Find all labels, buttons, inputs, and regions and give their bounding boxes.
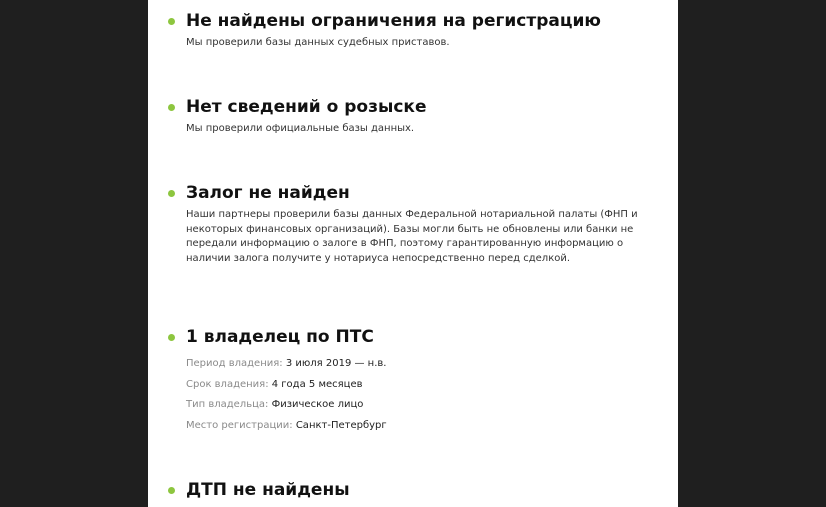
section-title: Нет сведений о розыске bbox=[186, 97, 427, 117]
section-pledge-check bbox=[186, 182, 656, 266]
fact-label: Срок владения: bbox=[186, 378, 269, 390]
fact-ownership-period bbox=[186, 357, 656, 378]
section-description: Мы проверили официальные базы данных. bbox=[186, 123, 415, 134]
status-dot-icon bbox=[168, 487, 175, 494]
fact-ownership-duration bbox=[186, 378, 656, 399]
status-dot-icon bbox=[168, 18, 175, 25]
fact-registration-place bbox=[186, 419, 656, 440]
owner-facts bbox=[186, 357, 656, 439]
section-title: Не найдены ограничения на регистрацию bbox=[186, 11, 601, 31]
fact-owner-type bbox=[186, 398, 656, 419]
fact-value: 3 июля 2019 — н.в. bbox=[285, 358, 387, 369]
section-description: Наши партнеры проверили базы данных Федеральной нотариальной палаты (ФНП и некоторых финансовых организаций). Базы могли быть не обновлены или банки не передали информацию о залоге в ФНП, поэтому гарантированную информацию о наличии залога получите у нотариуса непосредственно перед сделкой. bbox=[186, 209, 638, 264]
fact-value: Физическое лицо bbox=[271, 399, 364, 410]
section-accidents bbox=[186, 479, 656, 501]
section-registration-restrictions bbox=[186, 10, 656, 51]
status-dot-icon bbox=[168, 104, 175, 111]
fact-label: Период владения: bbox=[186, 358, 283, 369]
section-title: 1 владелец по ПТС bbox=[186, 327, 374, 347]
fact-label: Тип владельца: bbox=[186, 399, 269, 410]
section-title: Залог не найден bbox=[186, 183, 350, 203]
status-dot-icon bbox=[168, 190, 175, 197]
fact-value: 4 года 5 месяцев bbox=[271, 378, 363, 390]
section-title: ДТП не найдены bbox=[186, 480, 350, 500]
report-panel bbox=[148, 0, 678, 507]
fact-value: Санкт-Петербург bbox=[295, 419, 387, 431]
section-description: Мы проверили базы данных судебных приставов. bbox=[186, 37, 450, 48]
section-wanted-check bbox=[186, 96, 656, 137]
status-dot-icon bbox=[168, 334, 175, 341]
fact-label: Место регистрации: bbox=[186, 419, 293, 431]
section-owners bbox=[186, 326, 656, 439]
